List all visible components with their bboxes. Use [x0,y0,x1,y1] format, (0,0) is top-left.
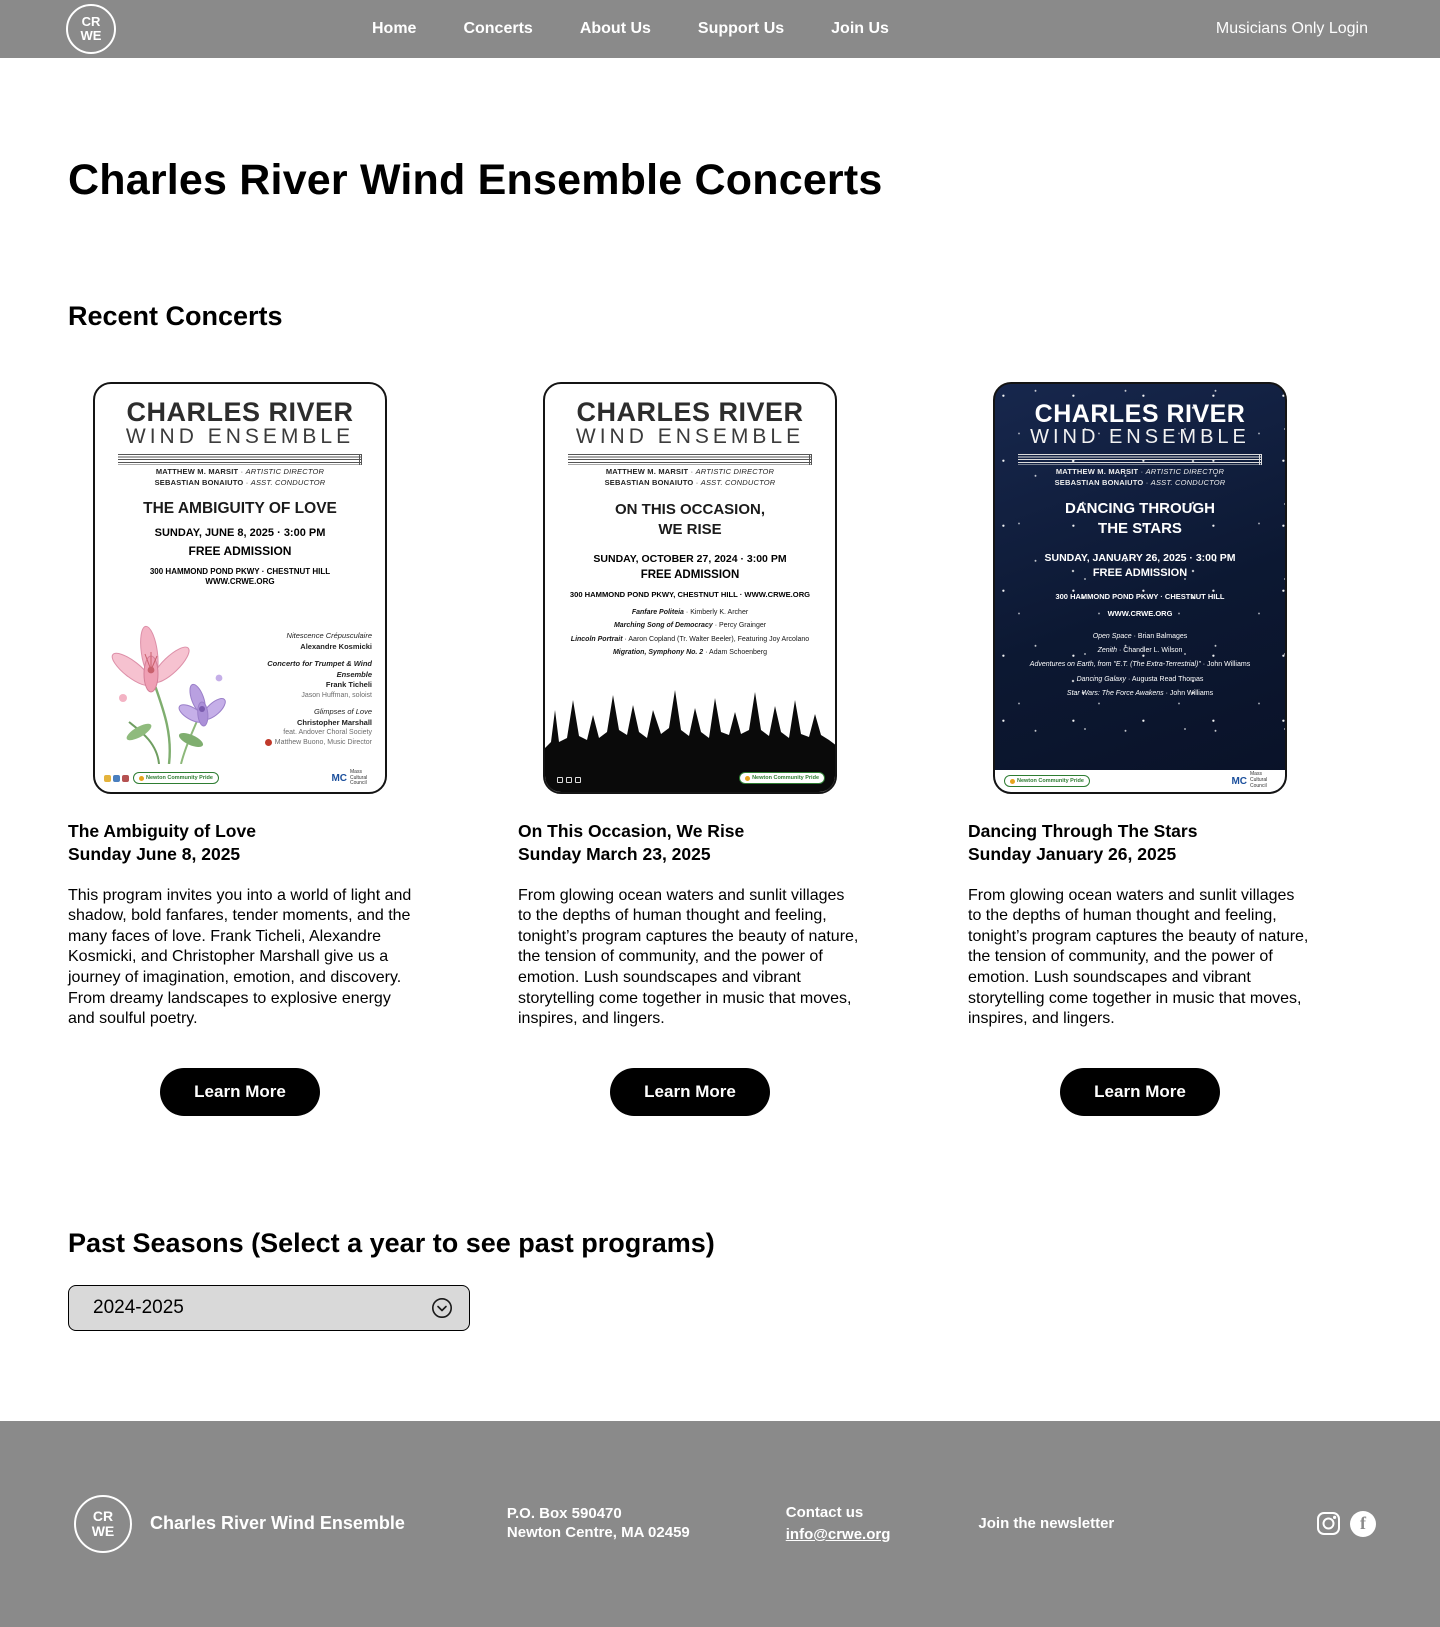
musicians-only-login-link[interactable]: Musicians Only Login [1215,20,1368,37]
poster-program-list [545,606,835,659]
poster-ensemble-name-2: WIND ENSEMBLE [1030,426,1250,448]
concert-title: The Ambiguity of Love [68,821,256,841]
concert-card-heading [518,820,862,866]
poster-website: WWW.CRWE.ORG [1107,608,1173,618]
past-seasons-heading: Past Seasons (Select a year to see past programs) [68,1227,715,1258]
poster-sponsor-badges [104,770,376,787]
program-item: Dancing Galaxy · Augusta Read Thomas [1076,675,1204,683]
concert-title: Dancing Through The Stars [968,821,1198,841]
poster-ensemble-name: CHARLES RIVER [1034,400,1246,428]
poster-venue: 300 HAMMOND POND PKWY · CHESTNUT HILL [1055,591,1225,601]
concert-card-heading [68,820,412,866]
music-staff-graphic [568,454,812,465]
poster-conductor-line: SEBASTIAN BONAIUTO · ASST. CONDUCTOR [154,478,326,487]
newton-flower-icon [1010,779,1015,784]
program-item: Glimpses of Love Christopher Marshall feat. Andover Choral Society Matthew Buono, Music Director [250,707,372,748]
poster-concert-title: THE AMBIGUITY OF LOVE [143,500,337,517]
program-item: Star Wars: The Force Awakens · John Williams [1066,689,1214,697]
poster-concert-date: SUNDAY, OCTOBER 27, 2024 · 3:00 PM [593,553,787,565]
contact-us-label: Contact us [785,1504,864,1522]
poster-venue: 300 HAMMOND POND PKWY, CHESTNUT HILL · WWW.CRWE.ORG [569,590,811,599]
program-item: Marching Song of Democracy · Percy Grainger [613,622,767,630]
newton-community-pride-badge: Newton Community Pride [1004,775,1090,787]
poster-website: WWW.CRWE.ORG [205,577,275,586]
poster-director-line: MATTHEW M. MARSIT · ARTISTIC DIRECTOR [1055,467,1225,476]
sponsor-logo-cluster [557,777,581,783]
nav-item-home[interactable]: Home [372,20,417,37]
concert-date: Sunday June 8, 2025 [68,843,241,864]
facebook-icon[interactable]: f [1350,1511,1376,1537]
concert-poster-image[interactable] [543,382,837,794]
page-title: Charles River Wind Ensemble Concerts [68,156,883,204]
concert-card-we-rise [518,382,922,1116]
poster-concert-title: ON THIS OCCASION, WE RISE [614,501,765,538]
program-item: Nitescence Crépusculaire Alexandre Kosmicki [286,631,372,651]
flower-illustration [99,612,249,764]
crwe-footer-logo: CR WE [74,1495,132,1553]
newsletter-link[interactable]: Join the newsletter [978,1515,1115,1533]
program-item: Lincoln Portrait · Aaron Copland (Tr. Walter Beeler), Featuring Joy Arcolano [570,635,810,643]
learn-more-button[interactable]: Learn More [1060,1068,1220,1116]
poster-concert-date: SUNDAY, JANUARY 26, 2025 · 3:00 PM [1044,551,1236,564]
concert-card-dancing-stars [968,382,1372,1116]
main-content [0,58,1440,1331]
logo-text-top: CR [81,14,101,30]
poster-venue: 300 HAMMOND POND PKWY · CHESTNUT HILL [149,567,331,576]
mass-cultural-council-badge: MC Mass Cultural Council [1231,771,1268,789]
footer-social-icons [1316,1511,1376,1537]
newton-community-pride-badge: Newton Community Pride [739,772,825,784]
footer-address: P.O. Box 590470 Newton Centre, MA 02459 [506,1505,690,1541]
newton-flower-icon [139,776,144,781]
poster-ensemble-name: CHARLES RIVER [576,397,804,427]
concert-card-heading [968,820,1312,866]
concert-title: On This Occasion, We Rise [518,821,745,841]
poster-admission: FREE ADMISSION [640,569,740,581]
recent-concerts-heading: Recent Concerts [68,301,283,331]
concert-date: Sunday January 26, 2025 [968,843,1177,864]
poster-conductor-line: SEBASTIAN BONAIUTO · ASST. CONDUCTOR [1054,478,1226,487]
program-item: Adventures on Earth, from "E.T. (The Extra-Terrestrial)" · John Williams [1029,661,1251,669]
mass-cultural-council-badge: MC Mass Cultural Council [331,768,368,787]
season-select[interactable] [68,1285,470,1331]
chevron-down-icon [431,1297,453,1319]
poster-concert-date: SUNDAY, JUNE 8, 2025 · 3:00 PM [154,527,326,539]
concert-poster-image[interactable] [93,382,387,794]
program-item: Fanfare Politeia · Kimberly K. Archer [631,609,749,616]
poster-admission: FREE ADMISSION [1092,566,1188,579]
concert-description: From glowing ocean waters and sunlit villages to the depths of human thought and feeling, tonight’s program captures the beauty of nature, the tension of community, and the power of emotion. Lush soundscapes and vibrant storytelling come together in music that moves, inspires, and lingers. [968,886,1309,1028]
nav-item-support-us[interactable]: Support Us [697,20,785,37]
contact-email-link[interactable]: info@crwe.org [785,1525,891,1543]
nav-item-about-us[interactable]: About Us [579,20,651,37]
concert-card-ambiguity-of-love [68,382,472,1116]
poster-concert-title: DANCING THROUGH THE STARS [1065,500,1215,538]
program-item: Zenith · Chandler L. Wilson [1097,646,1183,654]
season-select-value: 2024-2025 [93,1296,184,1318]
music-staff-graphic [118,454,362,465]
page-footer [0,1421,1440,1627]
top-nav-bar [0,0,1440,58]
instagram-icon[interactable] [1316,1511,1341,1536]
concert-description: This program invites you into a world of light and shadow, bold fanfares, tender moments, and the many faces of love. Frank Ticheli, Alexandre Kosmicki, and Christopher Marshall give us a journey of imagination, emotion, and discovery. From dreamy landscapes to explosive energy and soulful poetry. [68,886,412,1028]
nav-item-concerts[interactable]: Concerts [463,20,533,37]
poster-director-line: MATTHEW M. MARSIT · ARTISTIC DIRECTOR [155,467,325,476]
poster-ensemble-name-2: WIND ENSEMBLE [575,425,805,448]
poster-ensemble-name-2: WIND ENSEMBLE [125,425,355,448]
program-item: Open Space · Brian Balmages [1092,632,1188,640]
concert-description: From glowing ocean waters and sunlit villages to the depths of human thought and feeling, tonight’s program captures the beauty of nature, the tension of community, and the power of emotion. Lush soundscapes and vibrant storytelling come together in music that moves, inspires, and lingers. [518,886,859,1028]
footer-org-name: Charles River Wind Ensemble [150,1513,405,1534]
concert-poster-image[interactable] [993,382,1287,794]
concert-date: Sunday March 23, 2025 [518,843,711,864]
program-item: Concerto for Trumpet & Wind Ensemble Frank Ticheli Jason Huffman, soloist [267,659,372,699]
footer-contact [786,1502,891,1546]
sponsor-logo-cluster [104,775,129,782]
nav-item-join-us[interactable]: Join Us [831,20,889,37]
poster-sponsor-badges [995,770,1285,792]
main-nav [372,20,889,38]
poster-director-line: MATTHEW M. MARSIT · ARTISTIC DIRECTOR [605,467,775,476]
music-staff-graphic [1018,454,1262,465]
poster-program-list [250,631,372,755]
learn-more-button[interactable]: Learn More [160,1068,320,1116]
crwe-logo[interactable] [66,4,116,54]
learn-more-button[interactable]: Learn More [610,1068,770,1116]
newton-community-pride-badge: Newton Community Pride [133,772,219,784]
poster-admission: FREE ADMISSION [188,544,292,558]
logo-text-bottom: WE [80,28,102,43]
poster-program-list [995,630,1285,702]
concert-card-grid [68,382,1372,1116]
poster-ensemble-name: CHARLES RIVER [126,397,354,427]
program-item: Migration, Symphony No. 2 · Adam Schoenberg [612,648,768,656]
poster-conductor-line: SEBASTIAN BONAIUTO · ASST. CONDUCTOR [604,478,776,487]
newton-flower-icon [745,776,750,781]
andover-choral-society-logo [265,739,272,746]
